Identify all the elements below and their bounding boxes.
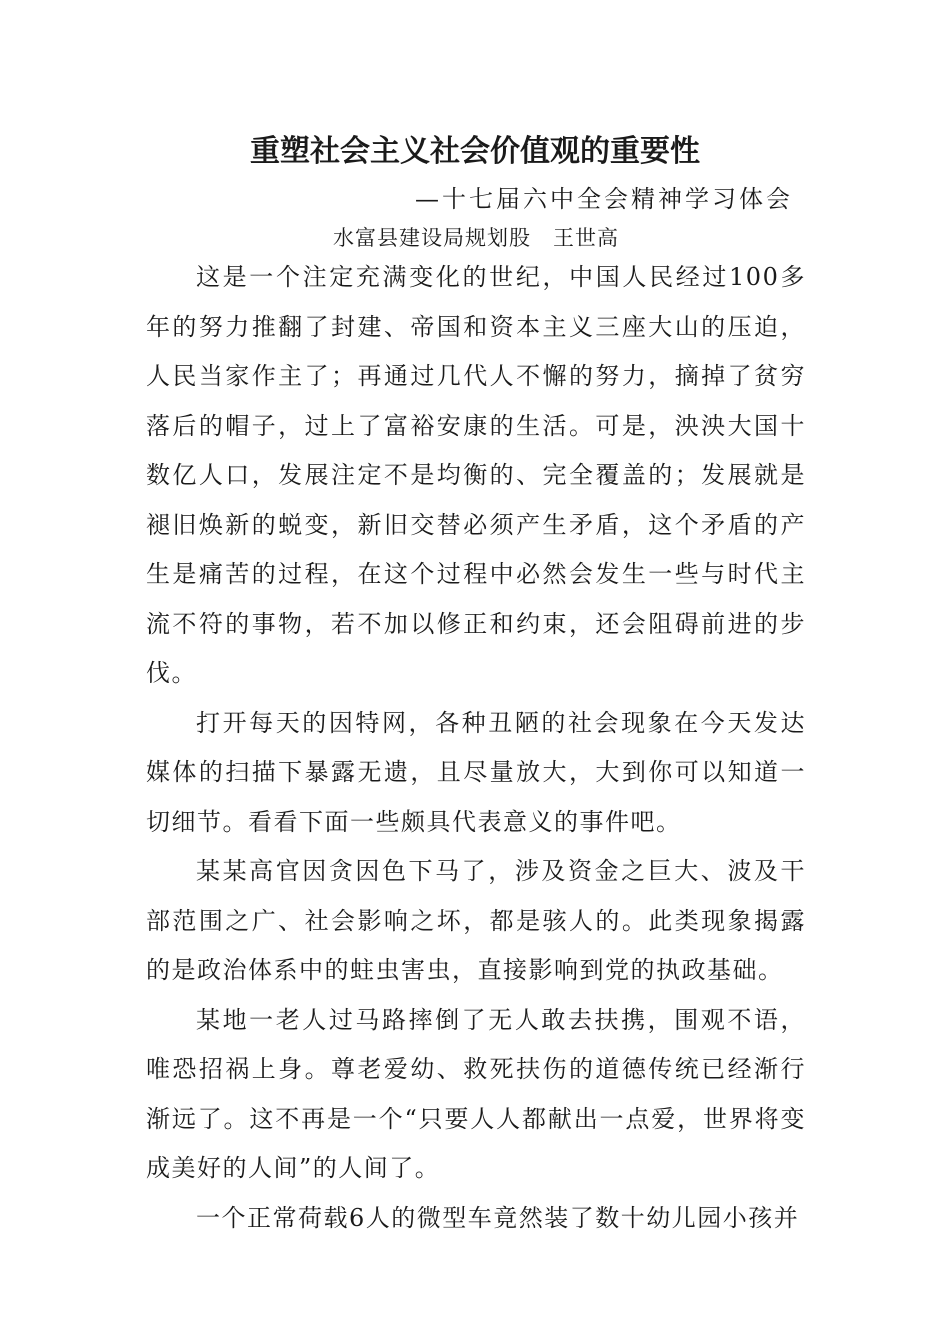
document-title: 重塑社会主义社会价值观的重要性 (250, 134, 700, 169)
paragraph: 一个正常荷载6人的微型车竟然装了数十幼儿园小孩并 (196, 1203, 800, 1232)
paragraph: 某某高官因贪因色下马了，涉及资金之巨大、波及干部范围之广、社会影响之坏，都是骇人的。此类现象揭露的是政治体系中的蛀虫害虫，直接影响到党的执政基础。 (146, 857, 806, 984)
document-subtitle: —十七届六中全会精神学习体会 (415, 185, 793, 213)
document-body (146, 253, 806, 1243)
author-line: 水富县建设局规划股 王世高 (333, 226, 619, 250)
paragraph: 打开每天的因特网，各种丑陋的社会现象在今天发达媒体的扫描下暴露无遗，且尽量放大，大到你可以知道一切细节。看看下面一些颇具代表意义的事件吧。 (146, 708, 806, 836)
paragraph: 某地一老人过马路摔倒了无人敢去扶携，围观不语，唯恐招祸上身。尊老爱幼、救死扶伤的道德传统已经渐行渐远了。这不再是一个“只要人人都献出一点爱，世界将变成美好的人间”的人间了。 (146, 1005, 806, 1182)
paragraph: 这是一个注定充满变化的世纪，中国人民经过100多年的努力推翻了封建、帝国和资本主义三座大山的压迫，人民当家作主了；再通过几代人不懈的努力，摘掉了贫穷落后的帽子，过上了富裕安康的生活。可是，泱泱大国十数亿人口，发展注定不是均衡的、完全覆盖的；发展就是褪旧焕新的蜕变，新旧交替必须产生矛盾，这个矛盾的产生是痛苦的过程，在这个过程中必然会发生一些与时代主流不符的事物，若不加以修正和约束，还会阻碍前进的步伐。 (146, 263, 806, 687)
